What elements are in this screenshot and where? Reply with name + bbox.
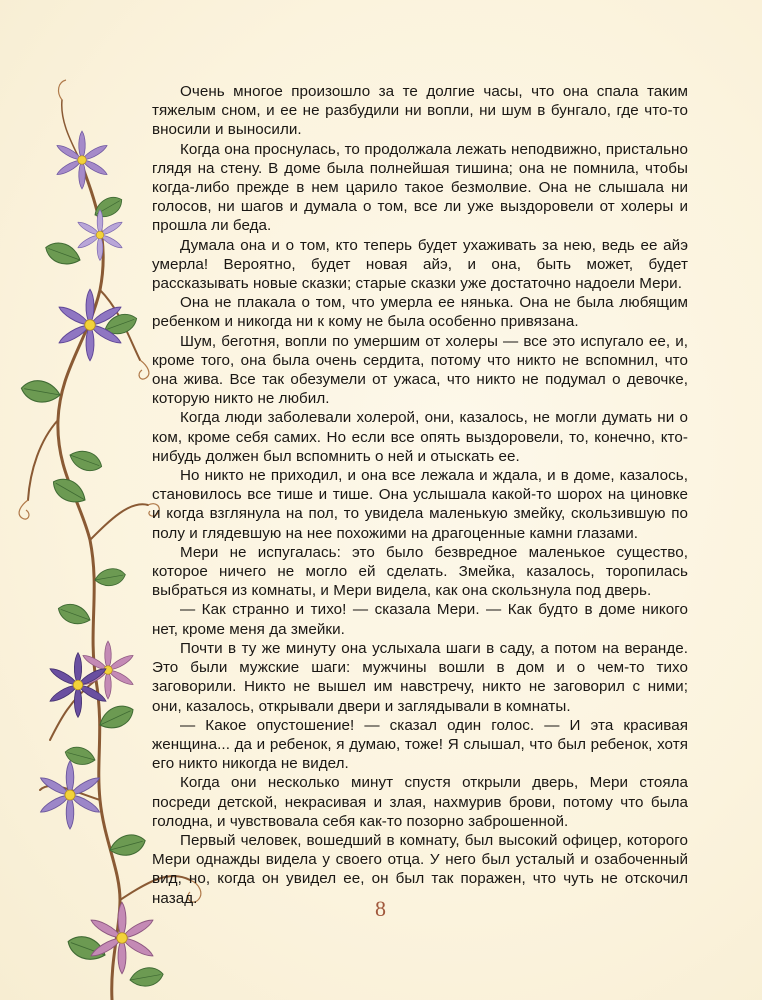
- paragraph-12: Когда они несколько минут спустя открыли дверь, Мери стояла посреди детской, некрасивая и злая, нахмурив брови, потому что была голодна, и чувствовала себя как-то позорно заброшенной.: [152, 774, 688, 830]
- paragraph-2: Когда она проснулась, то продолжала лежать неподвижно, пристально глядя на стену. В доме была полнейшая тишина; она не помнила, чтобы когда-либо прежде в нем царило такое безмолвие. Она не слышала ни голосов, ни шагов и думала о том, все ли уже выздоровели от холеры и прошла ли беда.: [152, 140, 688, 235]
- paragraph-11: — Какое опустошение! — сказал один голос. — И эта красивая женщина... да и ребенок, я думаю, тоже! Я слышал, что был ребенок, хотя его никто никогда не видел.: [152, 716, 688, 773]
- paragraph-4: Она не плакала о том, что умерла ее нянька. Она не была любящим ребенком и никогда ни к кому не была особенно привязана.: [152, 294, 688, 331]
- paragraph-8: Мери не испугалась: это было безвредное маленькое существо, которое ничего не могло ей сделать. Змейка, казалось, торопилась выбраться из комнаты, и Мери видела, как она скользнула под дверь.: [152, 543, 688, 600]
- paragraph-7: Но никто не приходил, и она все лежала и ждала, и в доме, казалось, становилось все тише и тише. Она услышала какой-то шорох на циновке и когда взглянула на пол, то увидела маленькую змейку, скользившую по полу и глядевшую на нее похожими на драгоценные камни глазами.: [152, 467, 688, 542]
- paragraph-6: Когда люди заболевали холерой, они, казалось, не могли думать ни о ком, кроме себя самих. Но если все опять выздоровели, то, конечно, кто-нибудь должен был вспомнить о ней и отыскать ее.: [152, 409, 688, 465]
- paragraph-13: Первый человек, вошедший в комнату, был высокий офицер, которого Мери однажды видела у своего отца. У него был усталый и озабоченный вид, но, когда он увидел ее, он был так поражен, что чуть не отскочил назад.: [152, 831, 688, 907]
- paragraph-3: Думала она и о том, кто теперь будет ухаживать за нею, ведь ее айэ умерла! Вероятно, будет новая айэ, и она, быть может, будет рассказывать новые сказки; старые сказки уже достаточно надоели Мери.: [152, 236, 688, 293]
- paragraph-1: Очень многое произошло за те долгие часы, что она спала таким тяжелым сном, и ее не разбудили ни вопли, ни шум в бунгало, где что-то вносили и выносили.: [152, 83, 688, 139]
- story-text: [152, 82, 688, 908]
- paragraph-5: Шум, беготня, вопли по умершим от холеры — все это испугало ее, и, кроме того, она была очень сердита, потому что никто не вспомнил, что она жива. Все так обезумели от ужаса, что никто не подумал о девочке, которую никто не любил.: [152, 332, 688, 408]
- paragraph-9: — Как странно и тихо! — сказала Мери. — Как будто в доме никого нет, кроме меня да змейки.: [152, 601, 688, 638]
- paragraph-10: Почти в ту же минуту она услыхала шаги в саду, а потом на веранде. Это были мужские шаги: мужчины вошли в дом и о чем-то тихо заговорили. Никто не вышел им навстречу, никто не заговорил с ними; они, казалось, открывали двери и заглядывали в комнаты.: [152, 639, 688, 715]
- page-number: 8: [375, 896, 387, 921]
